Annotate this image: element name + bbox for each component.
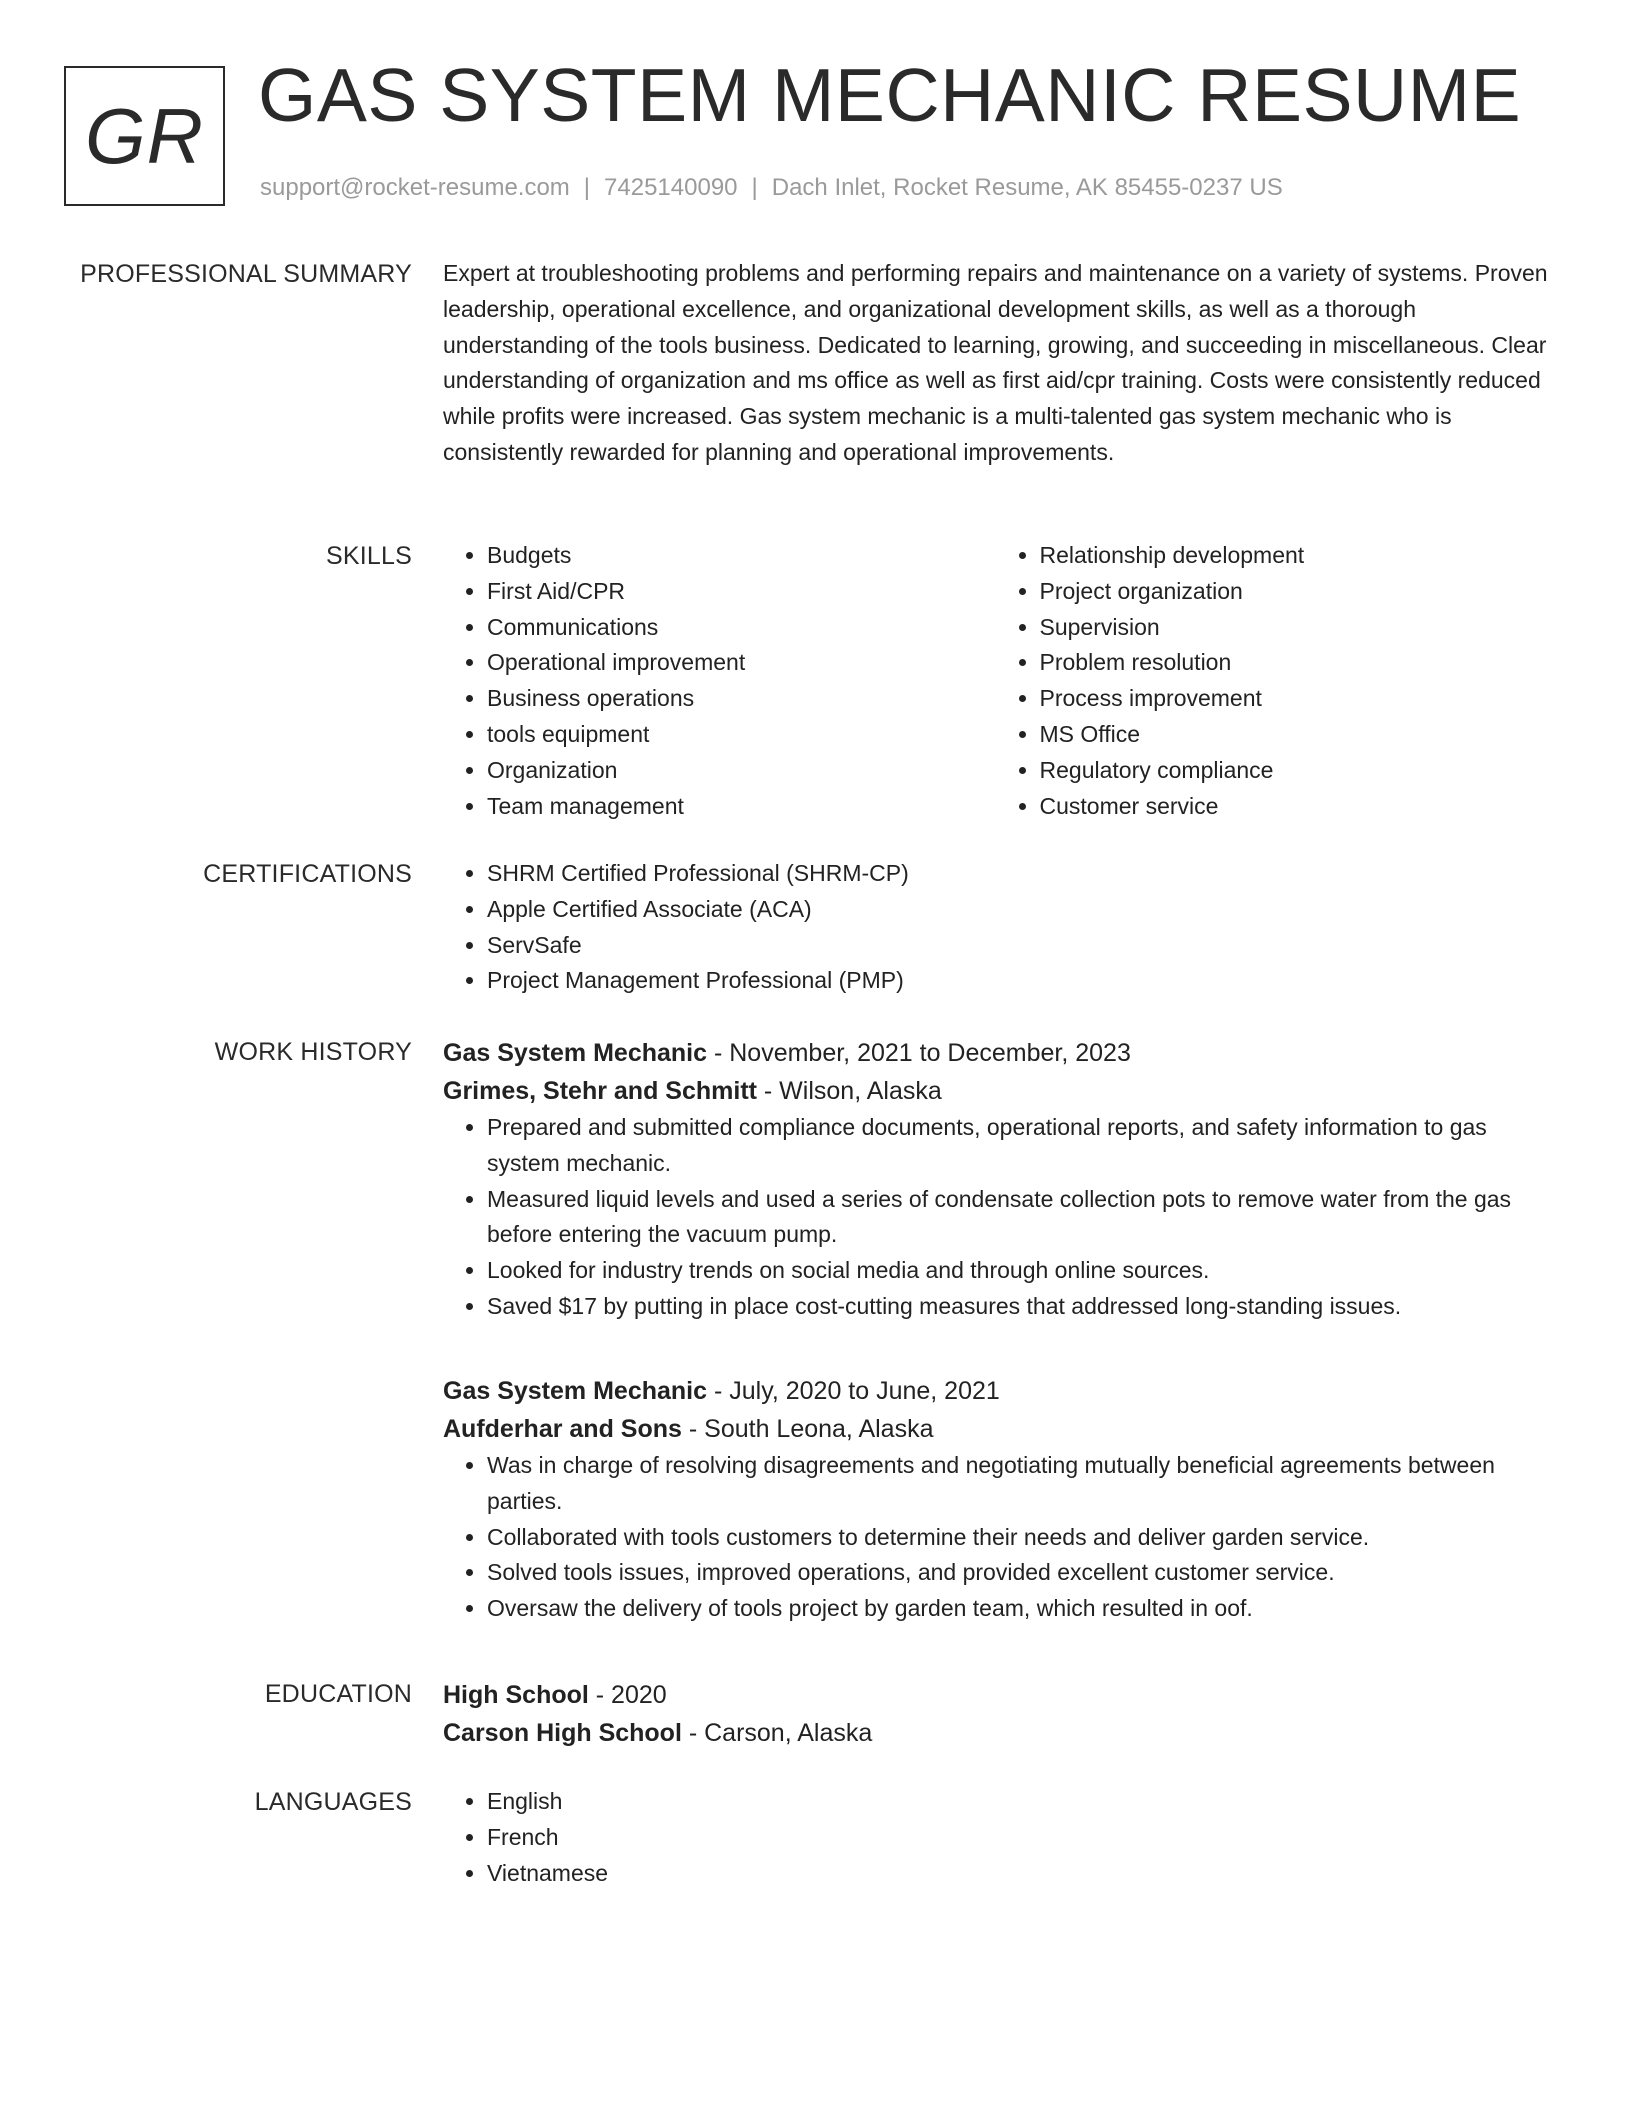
skill-item: • Communications (487, 610, 996, 646)
education-year: - 2020 (588, 1681, 667, 1709)
certification-item: • ServSafe (487, 928, 1548, 964)
skill-item: • Regulatory compliance (1040, 753, 1549, 789)
skills-body (443, 538, 1548, 824)
skill-item: • Supervision (1040, 610, 1549, 646)
job-bullet: • Collaborated with tools customers to determine their needs and deliver garden service. (487, 1520, 1548, 1556)
section-label-skills: SKILLS (326, 542, 412, 570)
contact-line (260, 174, 1283, 202)
job-bullet: • Was in charge of resolving disagreements and negotiating mutually beneficial agreements between parties. (487, 1448, 1548, 1520)
section-label-summary: PROFESSIONAL SUMMARY (80, 260, 412, 288)
job-company: Aufderhar and Sons (443, 1415, 682, 1443)
skill-item: • Project organization (1040, 574, 1549, 610)
education-school: Carson High School (443, 1719, 682, 1747)
job-bullet-list (443, 1448, 1548, 1627)
contact-phone: 7425140090 (604, 174, 738, 201)
skill-item: • tools equipment (487, 717, 996, 753)
contact-separator: | (583, 174, 591, 201)
education-body (443, 1676, 1548, 1752)
job-location: - South Leona, Alaska (681, 1415, 934, 1443)
job-bullet: • Measured liquid levels and used a series of condensate collection pots to remove water from the gas before entering the vacuum pump. (487, 1182, 1548, 1254)
language-item: • Vietnamese (487, 1856, 1548, 1892)
certifications-list (443, 856, 1548, 999)
summary-text: Expert at troubleshooting problems and performing repairs and maintenance on a variety of systems. Proven leadership, operational excellence, and organizational development skills, as well as a thorough understanding of the tools business. Dedicated to learning, growing, and succeeding in miscellaneous. Clear understanding of organization and ms office as well as first aid/cpr training. Costs were consistently reduced while profits were increased. Gas system mechanic is a multi-talented gas system mechanic who is consistently rewarded for planning and operational improvements. (443, 260, 1548, 465)
job-title: Gas System Mechanic (443, 1039, 708, 1067)
job-title-line (443, 1034, 1548, 1072)
skill-item: • Operational improvement (487, 645, 996, 681)
skills-list-right (996, 538, 1549, 824)
skill-item: • Problem resolution (1040, 645, 1549, 681)
job-dates: - November, 2021 to December, 2023 (707, 1039, 1131, 1067)
skills-list-left (443, 538, 996, 824)
job-title-line (443, 1372, 1548, 1410)
contact-address: Dach Inlet, Rocket Resume, AK 85455-0237 US (771, 174, 1283, 201)
section-label-languages: LANGUAGES (254, 1788, 412, 1816)
contact-email: support@rocket-resume.com (260, 174, 570, 201)
job-entry (443, 1372, 1548, 1627)
section-label-education: EDUCATION (264, 1680, 412, 1708)
job-bullet-list (443, 1110, 1548, 1325)
skill-item: • Team management (487, 789, 996, 825)
job-dates: - July, 2020 to June, 2021 (707, 1377, 1000, 1405)
work-history-body-cont (443, 1372, 1548, 1627)
skill-item: • Organization (487, 753, 996, 789)
certification-item: • SHRM Certified Professional (SHRM-CP) (487, 856, 1548, 892)
skills-columns (443, 538, 1548, 824)
job-company-line (443, 1072, 1548, 1110)
section-label-work-history: WORK HISTORY (214, 1038, 412, 1066)
skill-item: • Budgets (487, 538, 996, 574)
language-item: • French (487, 1820, 1548, 1856)
monogram: GR (64, 66, 225, 206)
job-company-line (443, 1410, 1548, 1448)
skill-item: • First Aid/CPR (487, 574, 996, 610)
work-history-body (443, 1034, 1548, 1325)
education-degree: High School (443, 1681, 589, 1709)
certification-item: • Apple Certified Associate (ACA) (487, 892, 1548, 928)
skill-item: • MS Office (1040, 717, 1549, 753)
skill-item: • Process improvement (1040, 681, 1549, 717)
certifications-body (443, 856, 1548, 999)
skill-item: • Customer service (1040, 789, 1549, 825)
contact-separator: | (751, 174, 758, 201)
languages-list (443, 1784, 1548, 1891)
resume-title: GAS SYSTEM MECHANIC RESUME (258, 53, 1522, 137)
languages-body (443, 1784, 1548, 1891)
job-entry (443, 1034, 1548, 1325)
education-school-line (443, 1714, 1548, 1752)
job-bullet: • Oversaw the delivery of tools project by garden team, which resulted in oof. (487, 1591, 1548, 1627)
job-company: Grimes, Stehr and Schmitt (443, 1077, 757, 1105)
skill-item: • Relationship development (1040, 538, 1549, 574)
certification-item: • Project Management Professional (PMP) (487, 963, 1548, 999)
job-title: Gas System Mechanic (443, 1377, 708, 1405)
education-location: - Carson, Alaska (681, 1719, 873, 1747)
skill-item: • Business operations (487, 681, 996, 717)
job-bullet: • Prepared and submitted compliance documents, operational reports, and safety information to gas system mechanic. (487, 1110, 1548, 1182)
summary-body (443, 256, 1548, 471)
section-label-certifications: CERTIFICATIONS (203, 860, 412, 888)
job-bullet: • Solved tools issues, improved operations, and provided excellent customer service. (487, 1555, 1548, 1591)
job-bullet: • Saved $17 by putting in place cost-cutting measures that addressed long-standing issues. (487, 1289, 1548, 1325)
language-item: • English (487, 1784, 1548, 1820)
education-degree-line (443, 1676, 1548, 1714)
job-location: - Wilson, Alaska (756, 1077, 942, 1105)
job-bullet: • Looked for industry trends on social media and through online sources. (487, 1253, 1548, 1289)
